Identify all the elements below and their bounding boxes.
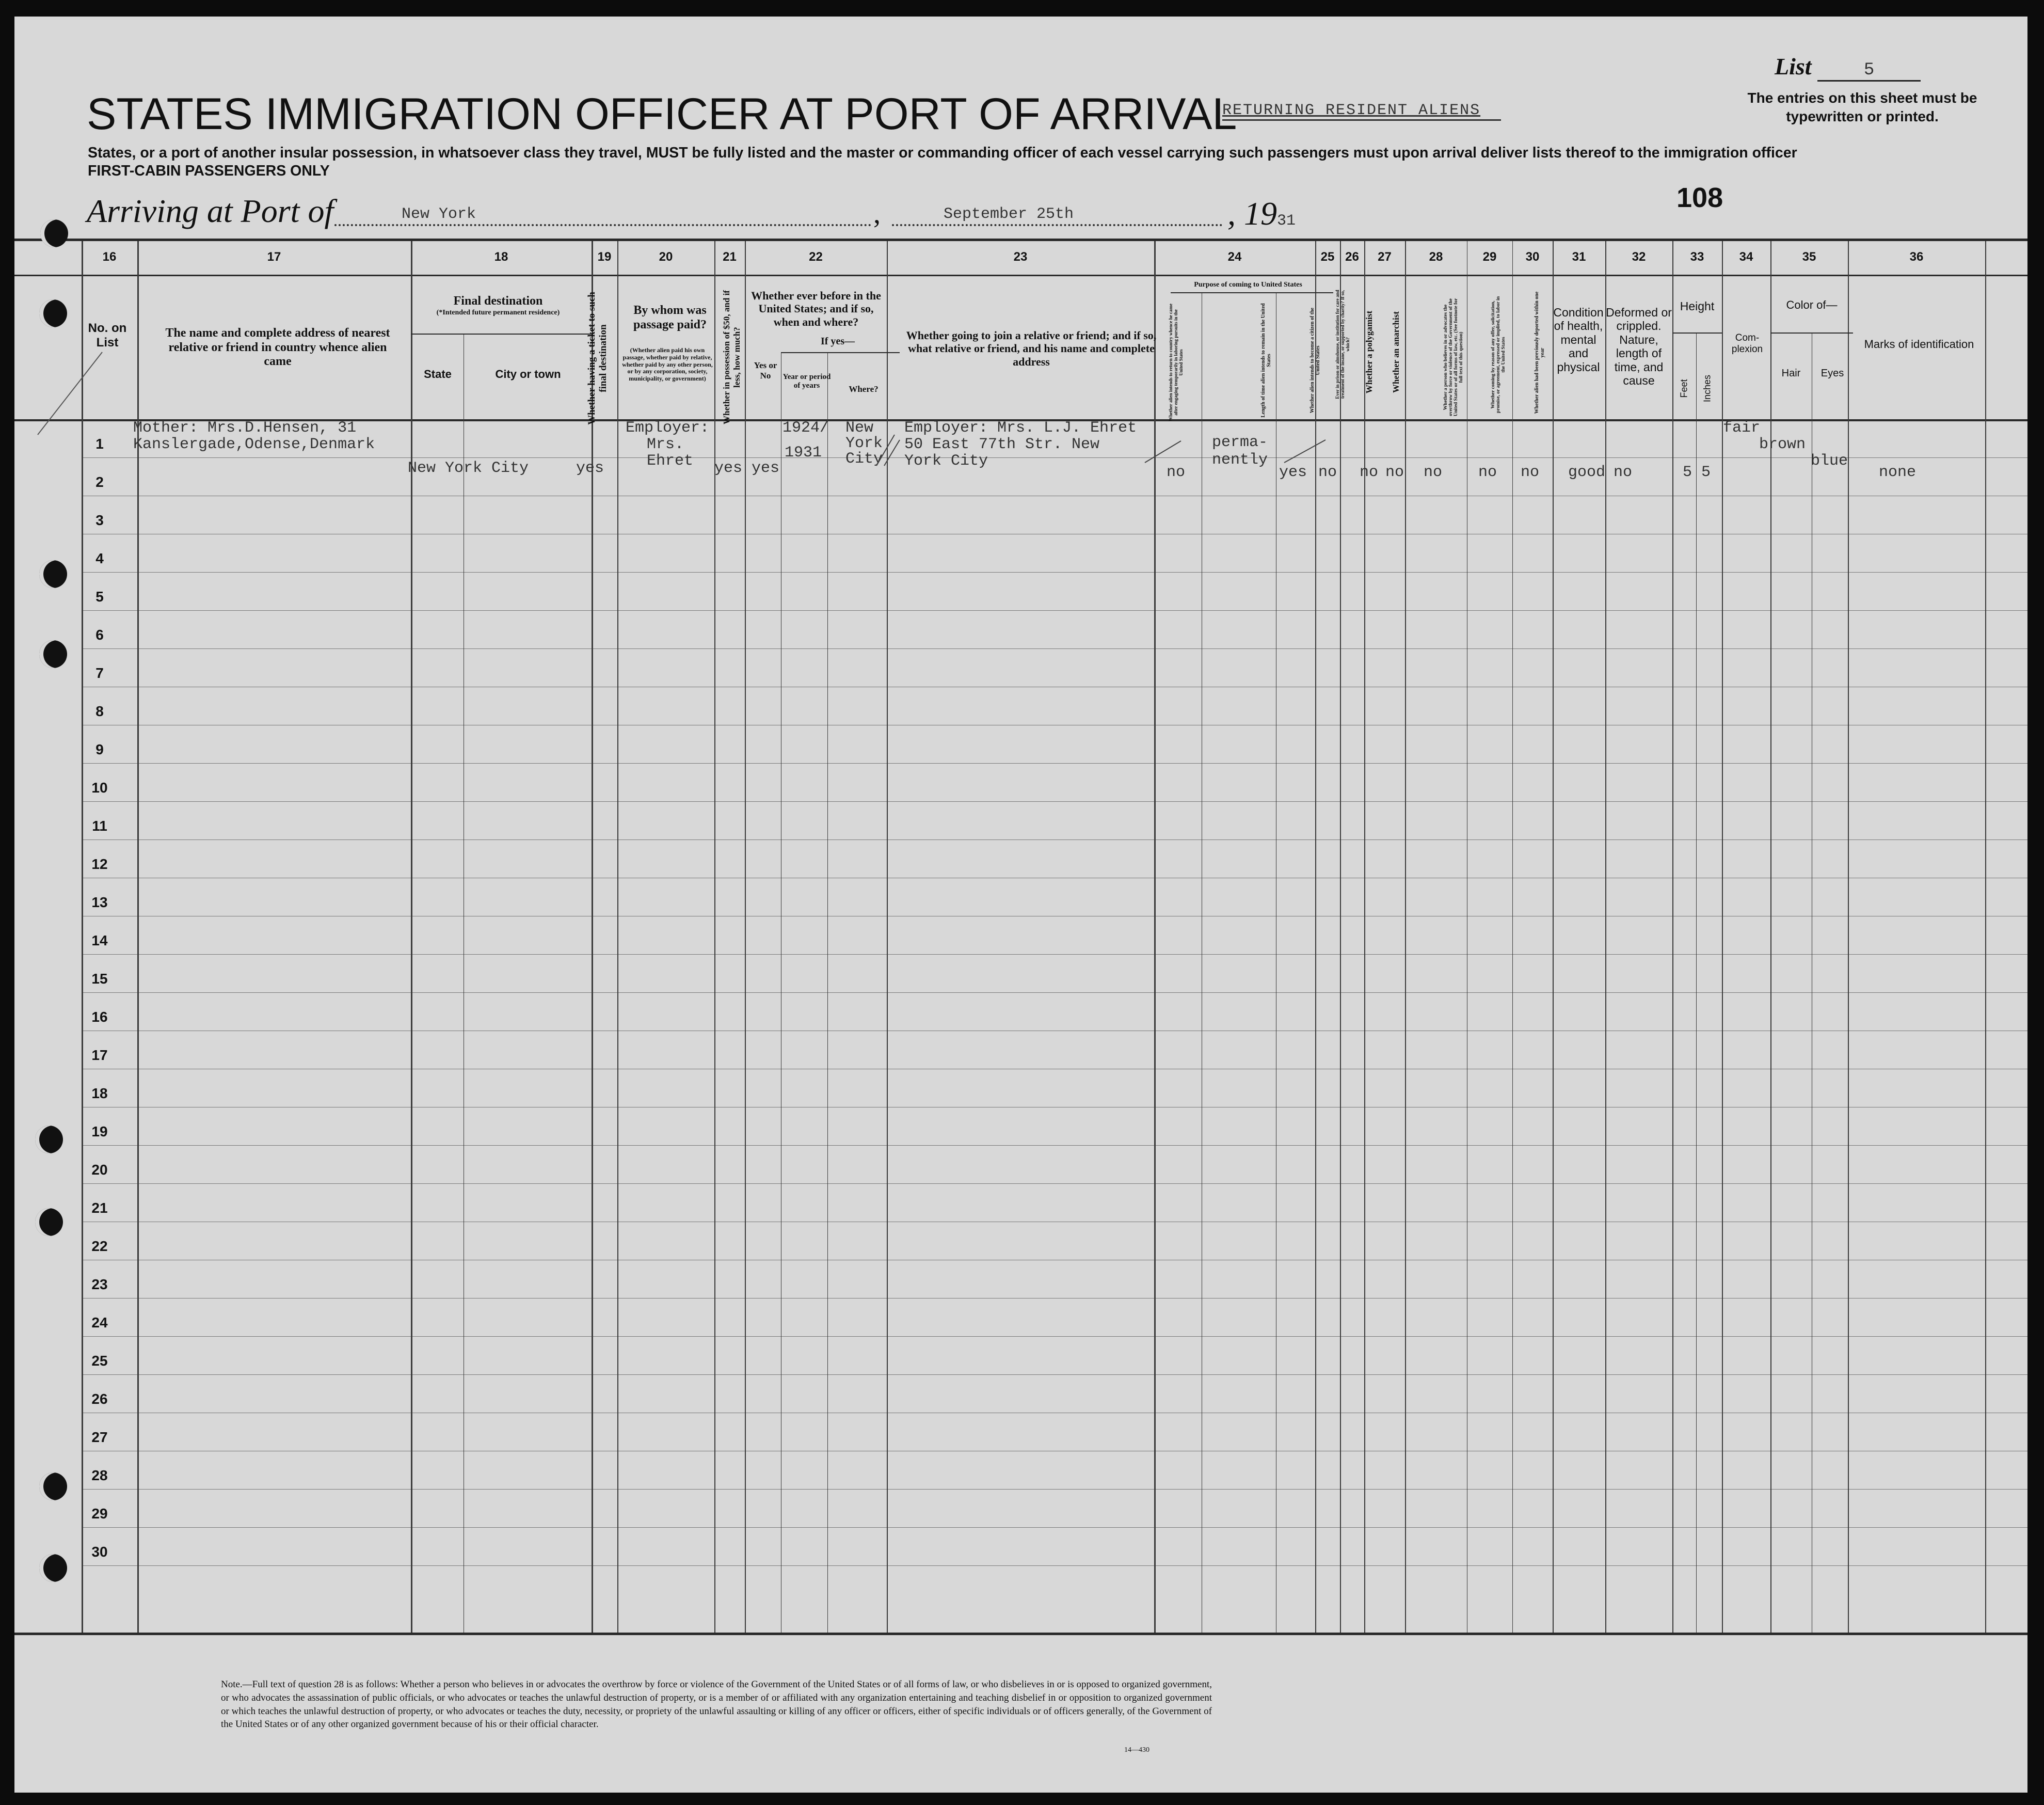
col35-eyes-header: Eyes xyxy=(1821,368,1844,379)
col33-header: Height xyxy=(1680,299,1715,313)
column-rule xyxy=(1405,241,1406,1633)
row-rule xyxy=(82,1565,2027,1566)
col18-header: Final destination xyxy=(453,294,543,308)
sheet-number: 108 xyxy=(1676,182,1723,213)
row-number: 2 xyxy=(95,474,104,490)
typewritten-notice: The entries on this sheet must be typewritten or printed. xyxy=(1747,90,1977,125)
col33-feet-header: Feet xyxy=(1679,379,1689,398)
col24-return-header: Whether alien intends to return to country whence he came after engaging temporarily in laboring pursuits in the United States xyxy=(1168,304,1184,421)
row-rule xyxy=(82,1336,2027,1337)
column-rule xyxy=(1364,241,1365,1633)
row-rule xyxy=(82,1489,2027,1490)
row-rule xyxy=(82,992,2027,993)
row-number: 19 xyxy=(91,1123,108,1139)
instruction-text: States, or a port of another insular possession, in whatsoever class they travel, MUST be fully listed and the master or commanding officer of each vessel carrying such passengers must upon arrival deliver lists thereof to the immigration officer xyxy=(88,145,1797,161)
page-title: STATES IMMIGRATION OFFICER AT PORT OF ARRIVAL xyxy=(87,89,1237,139)
col22-ifyes-header: If yes— xyxy=(820,336,855,347)
pen-mark-col22 xyxy=(871,430,902,471)
column-number: 32 xyxy=(1632,250,1646,264)
col17-header: The name and complete address of nearest relative or friend in country whence alien came xyxy=(165,326,390,369)
row-number: 21 xyxy=(91,1200,108,1216)
height-feet-value: 5 xyxy=(1683,464,1692,481)
column-number: 33 xyxy=(1690,250,1704,264)
punch-hole xyxy=(40,219,68,247)
column-number: 36 xyxy=(1909,250,1924,264)
length-line1: perma- xyxy=(1212,434,1268,451)
footnote-text: Note.—Full text of question 28 is as follows: Whether a person who believes in or advocates the overthrow by force or violence of the Government of the United States or of all forms of law, or who disbelieves in or is opposed to organized government, or who advocates the assassination of public officials, or who advocates or teaches the unlawful destruction of property, or is a member of or affiliated with any organization entertaining and teaching disbelief in or opposition to organized government or which teaches the unlawful destruction of property, or who advocates or teaches the duty, necessity, or propriety of the unlawful assaulting or killing of any officer or officers, either of specific individuals or of officers generally, of the Government of the United States or of any other organized government because of his or their official character. xyxy=(221,1679,1212,1730)
date-field xyxy=(892,202,1222,226)
paid-by-line1: Employer: xyxy=(626,419,710,437)
column-rule xyxy=(592,241,593,1633)
table-bottom-rule xyxy=(14,1633,2027,1635)
col26-header: Whether a polygamist xyxy=(1364,310,1374,394)
col30-header: Whether alien had been previously deported within one year xyxy=(1534,291,1545,414)
col36-header: Marks of identification xyxy=(1864,338,1974,351)
col27-header: Whether an anarchist xyxy=(1391,311,1401,393)
row-number: 30 xyxy=(91,1544,108,1560)
complexion-value: fair xyxy=(1723,419,1761,437)
col29-header: Whether coming by reason of any offer, solicitation, promise, or agreement, expressed or implied, to labor in the United States xyxy=(1491,296,1506,414)
column-rule xyxy=(1340,241,1341,1633)
row-number: 27 xyxy=(91,1429,108,1445)
column-number: 34 xyxy=(1739,250,1753,264)
row-number: 28 xyxy=(91,1467,108,1483)
comma-1: , xyxy=(873,198,881,230)
q28-value: no xyxy=(1424,464,1443,481)
col18-city-header: City or town xyxy=(495,368,561,381)
port-value: New York xyxy=(402,205,476,223)
column-number: 22 xyxy=(809,250,823,264)
punch-hole xyxy=(39,560,67,588)
row-rule xyxy=(82,954,2027,955)
col22-sub-rule xyxy=(781,352,900,353)
column-number: 18 xyxy=(494,250,508,264)
prison-value: no xyxy=(1318,464,1337,481)
year-field xyxy=(1227,195,1296,233)
column-rule xyxy=(827,352,828,1633)
punch-hole xyxy=(35,1126,63,1153)
q30-value: no xyxy=(1521,464,1540,481)
row-number: 4 xyxy=(95,550,104,566)
row-rule xyxy=(82,1374,2027,1375)
hair-value: brown xyxy=(1759,436,1806,453)
row-rule xyxy=(82,457,2027,458)
date-value: September 25th xyxy=(944,205,1074,223)
column-rule xyxy=(745,241,746,1633)
arriving-label: Arriving at Port of xyxy=(87,193,334,229)
column-rule xyxy=(617,241,618,1633)
col33-sub-rule xyxy=(1672,332,1722,334)
punch-hole xyxy=(39,1472,67,1500)
paid-by-line2: Mrs. xyxy=(647,436,684,453)
column-number: 26 xyxy=(1345,250,1359,264)
row-number: 12 xyxy=(91,856,108,872)
col19-header: Whether having a ticket to such final destination xyxy=(586,292,609,425)
punch-hole xyxy=(35,1208,63,1236)
row-number: 8 xyxy=(95,703,104,719)
row-number: 23 xyxy=(91,1276,108,1292)
pen-mark-col17 xyxy=(35,347,107,440)
final-destination-value: New York City xyxy=(408,460,529,477)
column-number: 24 xyxy=(1227,250,1242,264)
col22-yesno-header: Yes or No xyxy=(754,360,777,381)
row-rule xyxy=(82,801,2027,802)
column-number: 19 xyxy=(597,250,612,264)
comma-2: , xyxy=(1227,195,1236,232)
row-number: 16 xyxy=(91,1009,108,1025)
column-number: 30 xyxy=(1525,250,1540,264)
list-label xyxy=(1775,53,1921,82)
punch-hole xyxy=(39,1554,67,1582)
column-number: 25 xyxy=(1320,250,1335,264)
row-rule xyxy=(82,572,2027,573)
row-number: 15 xyxy=(91,971,108,987)
row-number: 13 xyxy=(91,894,108,910)
col24-citizen-header: Whether alien intends to become a citizen of the United States xyxy=(1310,307,1321,414)
health-value: good xyxy=(1568,464,1606,481)
table-top-rule xyxy=(14,239,2027,241)
column-number: 23 xyxy=(1013,250,1028,264)
height-inches-value: 5 xyxy=(1701,464,1711,481)
join-line2: 50 East 77th Str. New xyxy=(904,436,1100,453)
col25-header: Ever in prison or almshouse, or institution for care and treatment of the insane, or supported by charity? If so, which? xyxy=(1335,290,1350,399)
col18-state-header: State xyxy=(424,368,452,381)
deformed-value: no xyxy=(1614,464,1633,481)
citizen-value: yes xyxy=(1279,464,1307,481)
row-number: 18 xyxy=(91,1085,108,1101)
col31-header: Condition of health, mental and physical xyxy=(1553,306,1604,374)
col34-header: Com-plexion xyxy=(1731,332,1763,355)
column-rule xyxy=(714,241,715,1633)
row-number: 20 xyxy=(91,1162,108,1178)
column-number: 20 xyxy=(659,250,673,264)
column-number: 28 xyxy=(1429,250,1443,264)
join-line1: Employer: Mrs. L.J. Ehret xyxy=(904,419,1137,437)
row-rule xyxy=(82,610,2027,611)
column-rule xyxy=(1553,241,1554,1633)
q29-value: no xyxy=(1478,464,1497,481)
row-number: 22 xyxy=(91,1238,108,1254)
row-number: 24 xyxy=(91,1315,108,1331)
row-rule xyxy=(82,1145,2027,1146)
paid-by-line3: Ehret xyxy=(647,452,694,470)
pen-mark-col24 xyxy=(1140,436,1336,467)
years-line1: 1924/ xyxy=(783,419,829,437)
column-number: 31 xyxy=(1572,250,1586,264)
col35-hair-header: Hair xyxy=(1781,368,1801,379)
year-prefix: 19 xyxy=(1244,195,1277,232)
before-yesno-value: yes xyxy=(752,460,780,477)
column-rule xyxy=(1512,241,1513,1633)
col23-header: Whether going to join a relative or friend; and if so, what relative or friend, and his name and complete address xyxy=(906,329,1157,368)
column-rule xyxy=(1985,241,1986,1633)
eyes-value: blue xyxy=(1811,452,1848,470)
years-line2: 1931 xyxy=(785,444,822,462)
return-intent-value: no xyxy=(1167,464,1186,481)
row-number: 10 xyxy=(91,780,108,796)
row-number: 7 xyxy=(95,665,104,681)
col20-header: By whom was passage paid? xyxy=(633,304,707,331)
column-rule xyxy=(1848,241,1849,1633)
column-number: 16 xyxy=(102,250,117,264)
column-number: 35 xyxy=(1802,250,1816,264)
column-rule xyxy=(1605,241,1606,1633)
row-rule xyxy=(82,648,2027,649)
money-value: yes xyxy=(714,460,743,477)
row-number: 9 xyxy=(95,741,104,757)
relative-address-line2: Kanslergade,Odense,Denmark xyxy=(133,436,375,453)
col22-years-header: Year or period of years xyxy=(783,373,831,390)
column-rule xyxy=(1696,332,1697,1633)
column-number: 29 xyxy=(1482,250,1497,264)
punch-hole xyxy=(39,299,67,327)
row-rule xyxy=(82,1298,2027,1299)
col20-note: (Whether alien paid his own passage, whether paid by relative, whether paid by any other person, or by any corporation, society, municipality, or government) xyxy=(622,346,713,383)
column-number: 17 xyxy=(267,250,281,264)
col28-header: Whether a person who believes in or advocates the overthrow by force or violence of the Government of the United States or of all forms of law, etc. (See footnote for full text of this question) xyxy=(1443,298,1464,417)
row-number: 1 xyxy=(95,436,104,452)
subclass-text: FIRST-CABIN PASSENGERS ONLY xyxy=(88,163,330,179)
where-line1: New xyxy=(845,419,874,437)
col35-sub-rule xyxy=(1770,332,1853,334)
row-rule xyxy=(82,1183,2027,1184)
join-line3: York City xyxy=(904,452,988,470)
anarchist-value: no xyxy=(1385,464,1404,481)
row-number: 14 xyxy=(91,932,108,948)
col24-header: Purpose of coming to United States xyxy=(1194,281,1302,289)
row-number: 5 xyxy=(95,589,104,605)
polygamist-value: no xyxy=(1360,464,1379,481)
col21-header: Whether in possession of $50, and if less, how much? xyxy=(722,290,742,424)
col33-inches-header: Inches xyxy=(1702,374,1713,403)
col24-sub-rule xyxy=(1171,292,1333,293)
form-code: 14—430 xyxy=(1124,1746,1149,1754)
row-number: 3 xyxy=(95,512,104,528)
row-rule xyxy=(82,1527,2027,1528)
row-number: 25 xyxy=(91,1353,108,1369)
where-line2: York xyxy=(845,435,883,452)
column-rule xyxy=(1672,241,1673,1633)
row-rule xyxy=(82,763,2027,764)
class-stamp: RETURNING RESIDENT ALIENS xyxy=(1222,102,1501,121)
list-label-text: List xyxy=(1775,53,1812,80)
port-field xyxy=(334,202,871,226)
length-line2: nently xyxy=(1212,451,1268,469)
number-row-rule xyxy=(14,275,2027,276)
column-number: 21 xyxy=(723,250,737,264)
year-suffix: 31 xyxy=(1277,212,1296,230)
ticket-value: yes xyxy=(576,460,604,477)
col22-header: Whether ever before in the United States; and if so, when and where? xyxy=(751,289,881,328)
col18-note: (*Intended future permanent residence) xyxy=(436,309,560,316)
where-line3: City xyxy=(845,450,883,468)
col24-length-header: Length of time alien intends to remain in the United States xyxy=(1260,303,1272,418)
col18-sub-rule xyxy=(411,334,592,335)
manifest-sheet xyxy=(14,17,2027,1793)
col32-header: Deformed or crippled. Nature, length of time, and cause xyxy=(1606,306,1672,388)
punch-hole xyxy=(39,640,67,668)
col22-where-header: Where? xyxy=(849,384,879,394)
col35-header: Color of— xyxy=(1786,298,1838,311)
relative-address-line1: Mother: Mrs.D.Hensen, 31 xyxy=(133,419,357,437)
col16-header: No. on List xyxy=(88,321,127,350)
row-number: 29 xyxy=(91,1506,108,1522)
column-rule xyxy=(411,241,412,1633)
row-number: 26 xyxy=(91,1391,108,1407)
row-number: 6 xyxy=(95,627,104,643)
row-number: 11 xyxy=(92,818,107,834)
column-rule xyxy=(1722,241,1723,1633)
row-number: 17 xyxy=(91,1047,108,1063)
list-number: 5 xyxy=(1817,60,1921,82)
marks-value: none xyxy=(1879,464,1917,481)
column-number: 27 xyxy=(1378,250,1392,264)
